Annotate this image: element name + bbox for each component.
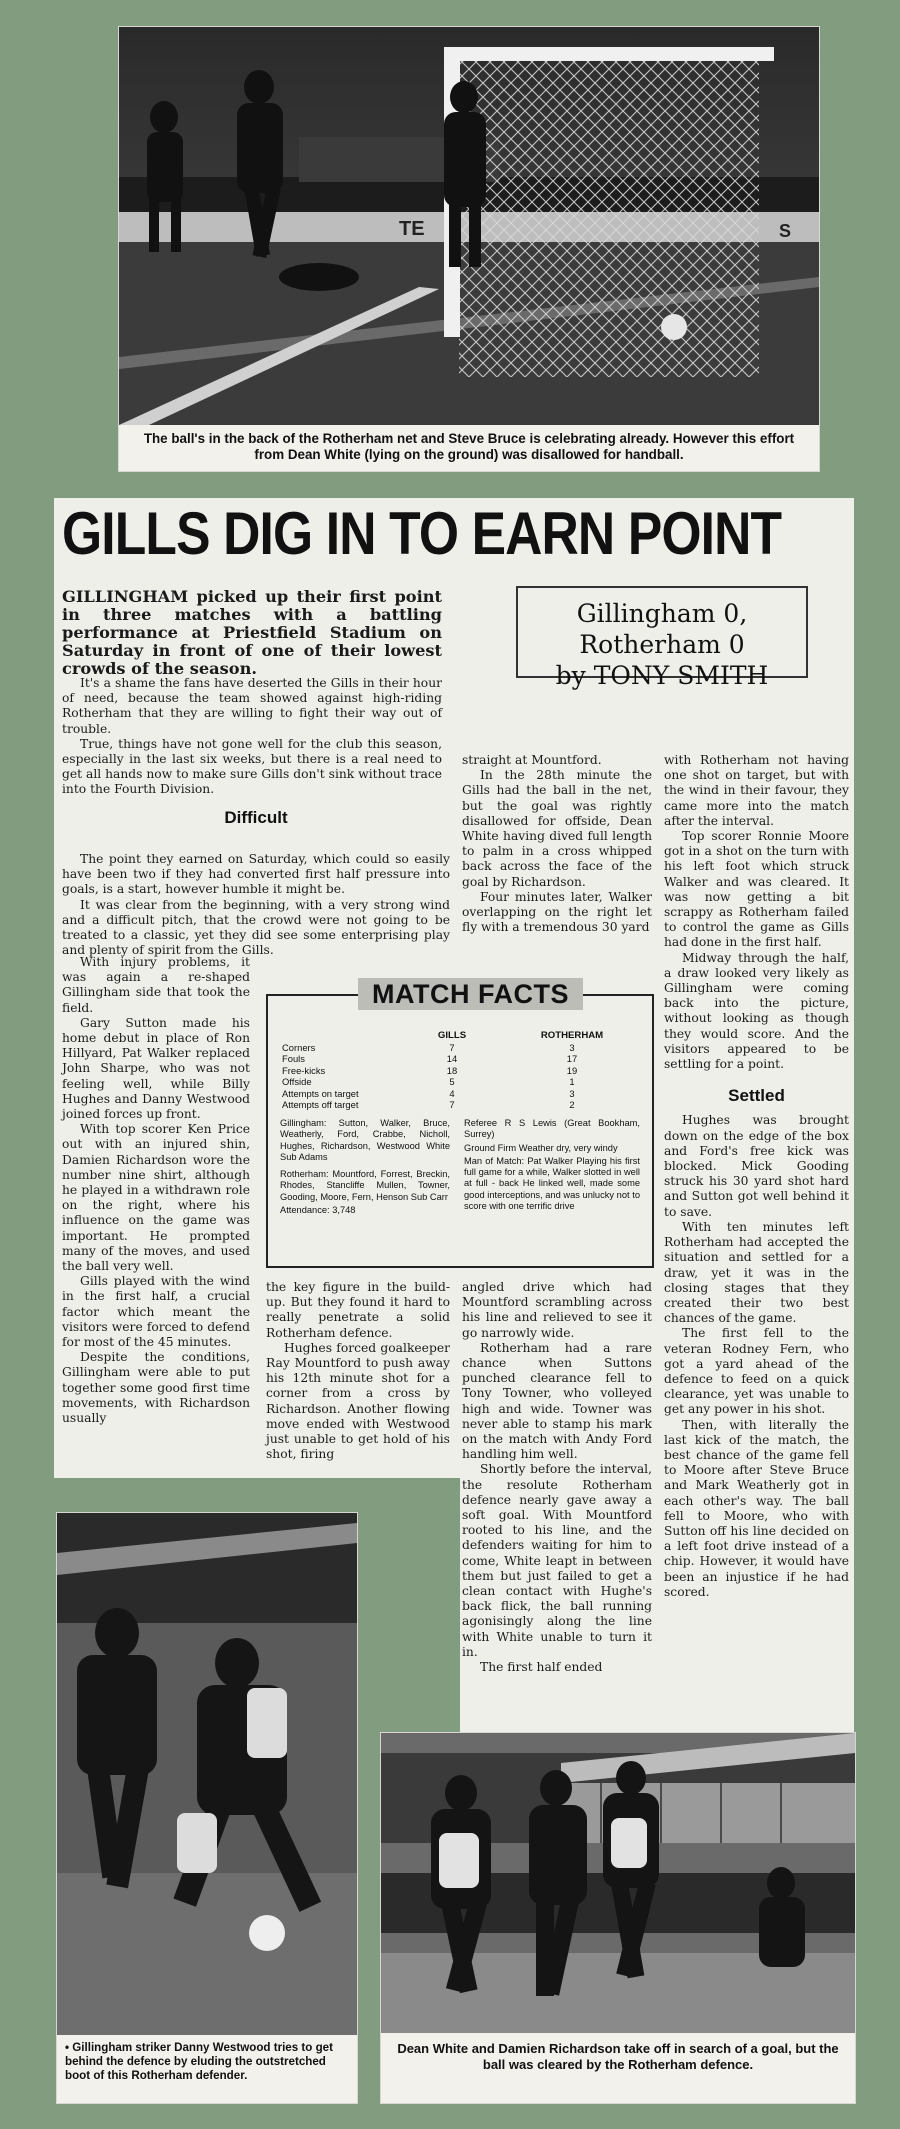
table-row — [282, 1088, 642, 1100]
teams-info — [280, 1118, 450, 1218]
bottom-left-photo-caption: • Gillingham striker Danny Westwood tries to get behind the defence by eluding the outstretched boot of this Rotherham defender. — [57, 2035, 357, 2103]
col1-p4: Gary Sutton made his home debut in place of Ron Hillyard, Pat Walker replaced John Sharpe, who was not feeling well, while Billy Hughes and Danny Westwood joined forces up front. — [62, 1015, 250, 1122]
score-box — [516, 586, 808, 690]
col3-p7: The first half ended — [480, 1660, 603, 1675]
top-photo-caption: The ball's in the back of the Rotherham net and Steve Bruce is celebrating already. However this effort from Dean White (lying on the ground) was disallowed for handball. — [119, 425, 819, 471]
row-label: Corners — [282, 1041, 316, 1053]
row-label: Attempts off target — [282, 1099, 359, 1110]
row-label: Free-kicks — [282, 1064, 326, 1076]
row-label: Attempts on target — [282, 1087, 359, 1099]
col4-p6: The first fell to the veteran Rodney Fern, who got a yard ahead of the defence to feed on a quick clearance, yet was unable to get any power in his shot. — [664, 1326, 849, 1417]
byline: by TONY SMITH — [555, 661, 769, 690]
col4-p5: With ten minutes left Rotherham had accepted the situation and settled for a draw, yet it was in the closing stages that they created their two best chances of the game. — [664, 1219, 849, 1326]
bottom-right-photo-image — [381, 1733, 855, 2033]
match-facts-title: MATCH FACTS — [358, 978, 583, 1010]
man-of-match: Man of Match: Pat Walker Playing his first full game for a while, Walker slotted in well at full - back He linked well, made some good interceptions, and was unlucky not to score with one terrific drive — [464, 1155, 640, 1212]
col4-p1: with Rotherham not having one shot on target, but with the wind in their favour, they came more into the match after the interval. — [664, 753, 849, 828]
row-gills: 4 — [449, 1087, 455, 1099]
attendance: Attendance: 3,748 — [280, 1205, 356, 1216]
column-3-top — [462, 753, 652, 935]
officials-info — [464, 1118, 640, 1214]
top-photo — [118, 26, 820, 472]
row-gills: 18 — [446, 1064, 458, 1076]
col3-p3: Four minutes later, Walker overlapping on the right let fly with a tremendous 30 yard — [462, 889, 652, 935]
subhead-settled: Settled — [728, 1086, 785, 1106]
gillingham-team: Gillingham: Sutton, Walker, Bruce, Weatherly, Ford, Crabbe, Nicholl, Hughes, Richardson, Westwood White Sub Adams — [280, 1118, 450, 1162]
table-header-row — [282, 1030, 642, 1042]
intro-p3: True, things have not gone well for the club this season, especially in the last six weeks, but there is a real need to get all hands now to make sure Gills don't sink without trace into the Fourth Division. — [62, 736, 442, 797]
bottom-right-photo-caption: Dean White and Damien Richardson take off in search of a goal, but the ball was cleared by the Rotherham defence. — [381, 2035, 855, 2103]
row-rotherham: 2 — [569, 1099, 575, 1110]
bottom-left-photo-image — [57, 1513, 357, 2035]
hoarding-text: TE — [399, 218, 425, 240]
row-label: Fouls — [282, 1053, 305, 1064]
col1-p1: The point they earned on Saturday, which could so easily have been two if they had converted first half pressure into goals, is a start, however humble it might be. — [62, 852, 450, 897]
table-row — [282, 1053, 642, 1065]
row-gills: 5 — [449, 1076, 455, 1087]
col1-p6: Gills played with the wind in the first half, a crucial factor which meant the visitors were forced to defend for most of the 45 minutes. — [62, 1274, 250, 1350]
col3-p4: angled drive which had Mountford scrambling across his line and relieved to see it go narrowly wide. — [462, 1280, 652, 1340]
col4-p7: Then, with literally the last kick of the match, the best chance of the game fell to Moore after Steve Bruce and Mark Weatherly got in each other's way. The ball fell to Moore, who with Sutton off his line decided on a left foot drive instead of a chip. However, it would have been an injustice if he had scored. — [664, 1417, 849, 1599]
bottom-left-photo — [56, 1512, 358, 2104]
score-line-2: Rotherham 0 — [579, 630, 745, 659]
row-rotherham: 3 — [569, 1041, 575, 1053]
col3-p1: straight at Mountford. — [462, 753, 602, 767]
col1-p7: Despite the conditions, Gillingham were able to put together some good first time movements, with Richardson usually — [62, 1350, 250, 1426]
referee: Referee R S Lewis (Great Bookham, Surrey) — [464, 1118, 640, 1140]
match-facts-table — [282, 1030, 642, 1111]
top-photo-image — [119, 27, 819, 425]
bottom-right-photo — [380, 1732, 856, 2104]
col3-p6: Shortly before the interval, the resolute Rotherham defence nearly gave away a soft goal. With Mountford rooted to his line, and the defenders waiting for him to come, White leapt in between them but just failed to get a clean contact with Hughe's back flick, the ball running agonisingly along the line with White unable to turn it in. — [462, 1462, 652, 1659]
intro-p2: It's a shame the fans have deserted the Gills in their hour of need, because the team showed against high-riding Rotherham that they are willing to fight their way out of trouble. — [62, 676, 442, 736]
header-blank — [282, 1030, 402, 1042]
column-1-top — [62, 852, 450, 958]
col1-p5: With top scorer Ken Price out with an injured shin, Damien Richardson wore the number nine shirt, although he played in a withdrawn role on the right, where his influence on the game was important. He prompted many of the moves, and used the ball very well. — [62, 1122, 250, 1274]
table-row — [282, 1065, 642, 1077]
hoarding-text-2: S — [779, 221, 792, 241]
col2-p2: Hughes forced goalkeeper Ray Mountford to push away his 12th minute shot for a corner from a cross by Richardson. Another flowing move ended with Westwood just unable to get hold of his shot, firing — [266, 1340, 450, 1462]
table-row — [282, 1099, 642, 1111]
intro-body — [62, 676, 442, 798]
row-rotherham: 1 — [569, 1076, 575, 1087]
column-1 — [62, 955, 250, 1426]
score-line-1: Gillingham 0, — [576, 599, 748, 628]
row-rotherham: 17 — [566, 1053, 578, 1064]
header-rotherham: ROTHERHAM — [540, 1030, 604, 1041]
intro-lede: GILLINGHAM picked up their first point in three matches with a battling performance at Priestfield Stadium on Saturday in front of one of their lowest crowds of the season. — [62, 587, 442, 678]
table-row — [282, 1042, 642, 1054]
subhead-difficult: Difficult — [224, 808, 288, 827]
col4-p3: Midway through the half, a draw looked very likely as Gillingham were coming back into the picture, without looking as though they would score. And the visitors appeared to be settling for a point. — [664, 950, 849, 1072]
table-row — [282, 1076, 642, 1088]
row-gills: 7 — [449, 1099, 455, 1110]
row-rotherham: 19 — [566, 1064, 578, 1076]
col4-p2: Top scorer Ronnie Moore got in a shot on the turn with his left foot which struck Walker and was cleared. It was now getting a bit scrappy as Rotherham failed to control the game as Gills had done in the first half. — [664, 829, 849, 950]
col3-p2: In the 28th minute the Gills had the ball in the net, but the goal was rightly disallowed for offside, Dean White having dived full length to palm in a cross whipped back across the face of the goal by Richardson. — [462, 768, 652, 889]
ground: Ground Firm Weather dry, very windy — [464, 1142, 618, 1153]
rotherham-team: Rotherham: Mountford, Forrest, Breckin, Rhodes, Stancliffe Mullen, Towner, Gooding, Moore, Fern, Henson Sub Carr — [280, 1169, 450, 1202]
header-gills: GILLS — [437, 1030, 467, 1041]
row-label: Offside — [282, 1076, 312, 1087]
column-4 — [664, 753, 849, 1600]
col3-p5: Rotherham had a rare chance when Suttons punched clearance fell to Tony Towner, who volleyed high and wide. Towner was never able to stamp his mark on the match with Andy Ford handling him well. — [462, 1340, 652, 1462]
col4-p4: Hughes was brought down on the edge of the box and Ford's free kick was blocked. Mick Gooding struck his 30 yard shot hard and Sutton got well behind it to save. — [664, 1113, 849, 1219]
row-rotherham: 3 — [569, 1087, 575, 1099]
col1-p3: With injury problems, it was again a re-shaped Gillingham side that took the field. — [62, 955, 250, 1015]
match-facts-box — [266, 979, 654, 1268]
row-gills: 7 — [449, 1041, 455, 1053]
column-2 — [266, 1280, 450, 1462]
col2-p1: the key figure in the build-up. But they found it hard to really penetrate a solid Rotherham defence. — [266, 1280, 450, 1340]
row-gills: 14 — [446, 1053, 458, 1064]
headline: GILLS DIG IN TO EARN POINT — [62, 500, 782, 567]
column-3 — [462, 1280, 652, 1675]
col1-p2: It was clear from the beginning, with a very strong wind and a difficult pitch, that the crowd were not going to be treated to a classic, yet they did see some enterprising play and plenty of spirit from the Gills. — [62, 897, 450, 958]
intro — [62, 588, 442, 678]
